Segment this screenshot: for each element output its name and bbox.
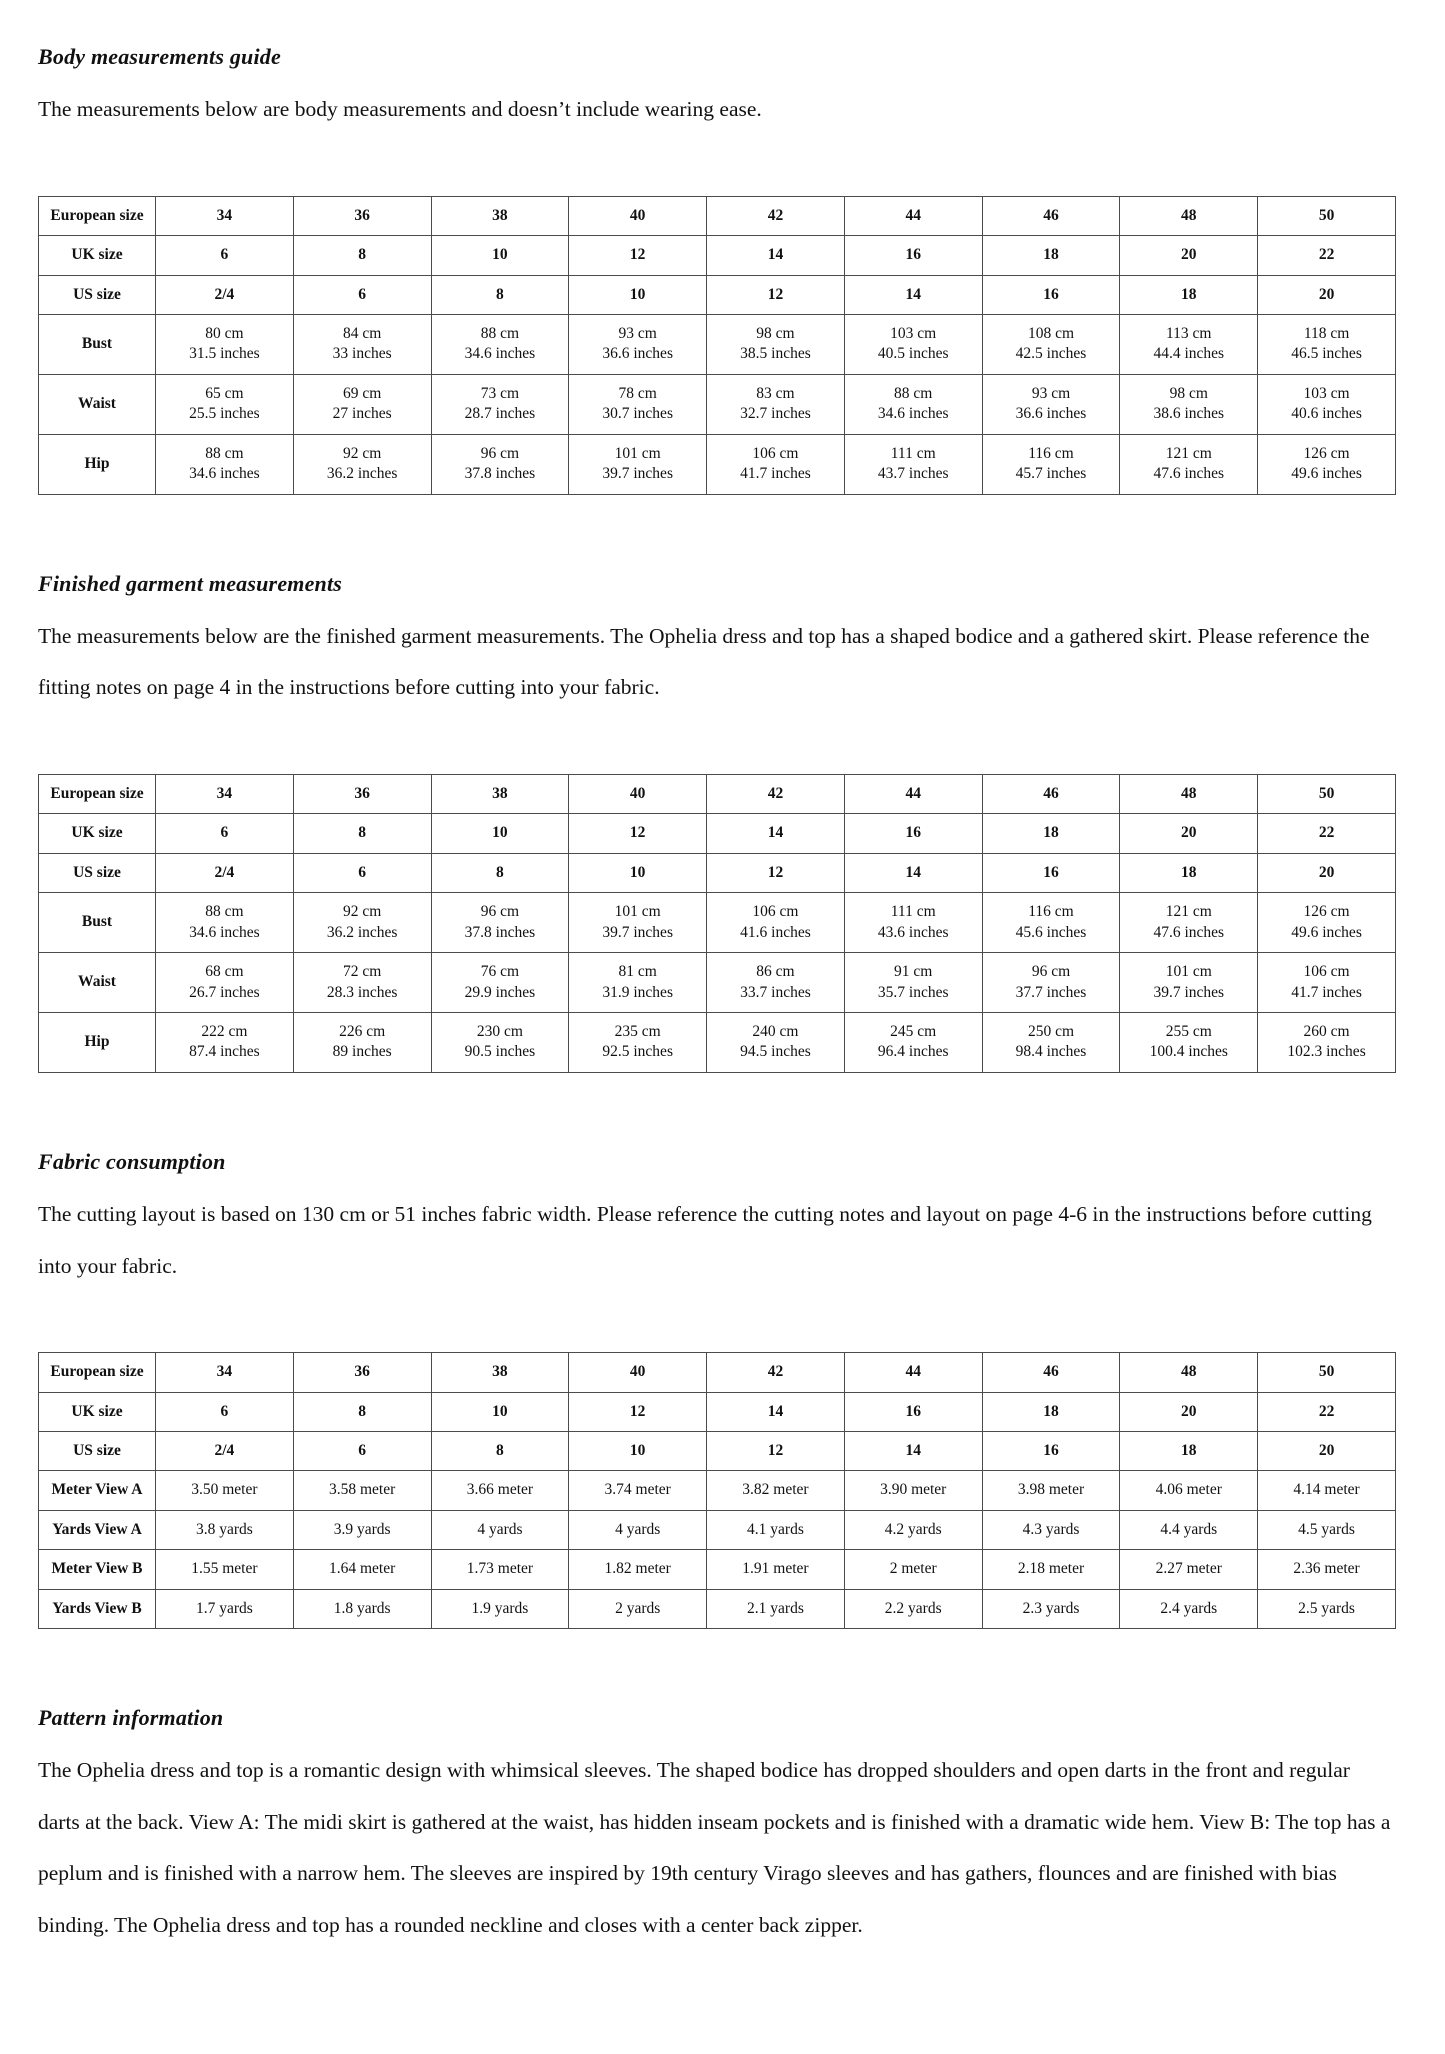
table-cell: 14: [844, 275, 982, 314]
table-cell: 250 cm 98.4 inches: [982, 1013, 1120, 1073]
table-row: [39, 196, 1396, 235]
table-cell: 44: [844, 196, 982, 235]
table-cell: 113 cm 44.4 inches: [1120, 314, 1258, 374]
table-row: [39, 314, 1396, 374]
table-cell: 106 cm 41.7 inches: [1258, 953, 1396, 1013]
table-cell: 88 cm 34.6 inches: [156, 893, 294, 953]
table-cell: 8: [431, 275, 569, 314]
table-cell: 230 cm 90.5 inches: [431, 1013, 569, 1073]
table-cell: 1.7 yards: [156, 1589, 294, 1628]
table-cell: 116 cm 45.7 inches: [982, 434, 1120, 494]
table-cell: 1.82 meter: [569, 1550, 707, 1589]
table-cell: 98 cm 38.6 inches: [1120, 374, 1258, 434]
table-cell: 4.5 yards: [1258, 1510, 1396, 1549]
table-cell: 14: [844, 1432, 982, 1471]
table-cell: 6: [293, 1432, 431, 1471]
table-cell: 12: [707, 275, 845, 314]
table-row: [39, 1432, 1396, 1471]
table-cell: 4.2 yards: [844, 1510, 982, 1549]
table-cell: 12: [569, 1392, 707, 1431]
finished-garment-paragraph: The measurements below are the finished garment measurements. The Ophelia dress and top has a shaped bodice and a gathered skirt. Please reference the fitting notes on page 4 in the instructions before cutting into your fabric.: [38, 623, 1370, 700]
table-cell: 3.50 meter: [156, 1471, 294, 1510]
row-label: Meter View B: [39, 1550, 156, 1589]
table-row: [39, 1589, 1396, 1628]
table-cell: 2 meter: [844, 1550, 982, 1589]
table-cell: 48: [1120, 196, 1258, 235]
table-cell: 4.14 meter: [1258, 1471, 1396, 1510]
table-cell: 111 cm 43.7 inches: [844, 434, 982, 494]
table-cell: 118 cm 46.5 inches: [1258, 314, 1396, 374]
row-label: US size: [39, 853, 156, 892]
table-cell: 16: [982, 1432, 1120, 1471]
pattern-information-title: Pattern information: [38, 1705, 224, 1731]
table-cell: 16: [844, 1392, 982, 1431]
table-cell: 2/4: [156, 853, 294, 892]
table-cell: 22: [1258, 236, 1396, 275]
table-cell: 8: [293, 814, 431, 853]
section-fabric-consumption: [38, 1149, 1395, 1629]
table-cell: 42: [707, 774, 845, 813]
table-cell: 73 cm 28.7 inches: [431, 374, 569, 434]
fabric-consumption-title: Fabric consumption: [38, 1148, 226, 1174]
table-cell: 1.55 meter: [156, 1550, 294, 1589]
table-cell: 1.9 yards: [431, 1589, 569, 1628]
table-cell: 36: [293, 1353, 431, 1392]
table-row: [39, 1550, 1396, 1589]
table-cell: 235 cm 92.5 inches: [569, 1013, 707, 1073]
table-cell: 101 cm 39.7 inches: [569, 893, 707, 953]
table-cell: 38: [431, 774, 569, 813]
table-cell: 18: [982, 1392, 1120, 1431]
table-row: [39, 1013, 1396, 1073]
table-cell: 38: [431, 1353, 569, 1392]
table-cell: 1.64 meter: [293, 1550, 431, 1589]
table-cell: 34: [156, 1353, 294, 1392]
row-label: UK size: [39, 1392, 156, 1431]
table-cell: 96 cm 37.8 inches: [431, 434, 569, 494]
table-cell: 18: [1120, 853, 1258, 892]
table-cell: 10: [569, 853, 707, 892]
table-cell: 50: [1258, 1353, 1396, 1392]
table-cell: 3.98 meter: [982, 1471, 1120, 1510]
table-cell: 2/4: [156, 1432, 294, 1471]
table-cell: 48: [1120, 1353, 1258, 1392]
table-cell: 4 yards: [569, 1510, 707, 1549]
table-cell: 3.58 meter: [293, 1471, 431, 1510]
table-row: [39, 1392, 1396, 1431]
table-cell: 245 cm 96.4 inches: [844, 1013, 982, 1073]
table-cell: 2.36 meter: [1258, 1550, 1396, 1589]
table-cell: 12: [569, 814, 707, 853]
table-cell: 3.82 meter: [707, 1471, 845, 1510]
table-cell: 2/4: [156, 275, 294, 314]
table-cell: 6: [156, 814, 294, 853]
table-row: [39, 1510, 1396, 1549]
table-cell: 83 cm 32.7 inches: [707, 374, 845, 434]
table-cell: 92 cm 36.2 inches: [293, 893, 431, 953]
table-cell: 240 cm 94.5 inches: [707, 1013, 845, 1073]
table-row: [39, 814, 1396, 853]
pattern-information-paragraph: The Ophelia dress and top is a romantic design with whimsical sleeves. The shaped bodice has dropped shoulders and open darts in the front and regular darts at the back. View A: The midi skirt is gathered at the waist, has hidden inseam pockets and is finished with a dramatic wide hem. View B: The top has a peplum and is finished with a narrow hem. The sleeves are inspired by 19th century Virago sleeves and has gathers, flounces and are finished with bias binding. The Ophelia dress and top has a rounded neckline and closes with a center back zipper.: [38, 1758, 1391, 1938]
table-cell: 14: [707, 814, 845, 853]
table-cell: 20: [1120, 814, 1258, 853]
table-cell: 226 cm 89 inches: [293, 1013, 431, 1073]
table-cell: 88 cm 34.6 inches: [431, 314, 569, 374]
table-cell: 3.90 meter: [844, 1471, 982, 1510]
table-cell: 1.8 yards: [293, 1589, 431, 1628]
table-cell: 92 cm 36.2 inches: [293, 434, 431, 494]
table-cell: 121 cm 47.6 inches: [1120, 893, 1258, 953]
table-cell: 8: [293, 1392, 431, 1431]
table-cell: 106 cm 41.6 inches: [707, 893, 845, 953]
table-cell: 18: [1120, 275, 1258, 314]
table-cell: 6: [293, 275, 431, 314]
table-cell: 34: [156, 774, 294, 813]
table-cell: 3.8 yards: [156, 1510, 294, 1549]
table-cell: 116 cm 45.6 inches: [982, 893, 1120, 953]
table-cell: 65 cm 25.5 inches: [156, 374, 294, 434]
table-cell: 111 cm 43.6 inches: [844, 893, 982, 953]
table-cell: 69 cm 27 inches: [293, 374, 431, 434]
table-cell: 44: [844, 774, 982, 813]
table-cell: 255 cm 100.4 inches: [1120, 1013, 1258, 1073]
table-cell: 42: [707, 196, 845, 235]
row-label: Yards View B: [39, 1589, 156, 1628]
table-cell: 3.74 meter: [569, 1471, 707, 1510]
table-cell: 260 cm 102.3 inches: [1258, 1013, 1396, 1073]
table-cell: 72 cm 28.3 inches: [293, 953, 431, 1013]
table-cell: 10: [431, 236, 569, 275]
table-cell: 20: [1258, 1432, 1396, 1471]
table-cell: 103 cm 40.6 inches: [1258, 374, 1396, 434]
table-cell: 18: [1120, 1432, 1258, 1471]
table-cell: 88 cm 34.6 inches: [156, 434, 294, 494]
table-cell: 44: [844, 1353, 982, 1392]
table-cell: 2 yards: [569, 1589, 707, 1628]
finished-garment-title: Finished garment measurements: [38, 570, 343, 596]
row-label: Waist: [39, 953, 156, 1013]
table-cell: 12: [569, 236, 707, 275]
table-cell: 12: [707, 1432, 845, 1471]
table-cell: 4.06 meter: [1120, 1471, 1258, 1510]
table-cell: 22: [1258, 814, 1396, 853]
table-cell: 93 cm 36.6 inches: [569, 314, 707, 374]
table-cell: 2.1 yards: [707, 1589, 845, 1628]
row-label: Bust: [39, 314, 156, 374]
body-measurements-title: Body measurements guide: [38, 44, 281, 69]
table-cell: 4.1 yards: [707, 1510, 845, 1549]
table-cell: 46: [982, 1353, 1120, 1392]
table-cell: 8: [431, 853, 569, 892]
table-cell: 101 cm 39.7 inches: [569, 434, 707, 494]
table-cell: 222 cm 87.4 inches: [156, 1013, 294, 1073]
table-cell: 18: [982, 814, 1120, 853]
table-cell: 16: [982, 275, 1120, 314]
table-cell: 2.3 yards: [982, 1589, 1120, 1628]
table-cell: 16: [844, 814, 982, 853]
section-body-measurements: [38, 44, 1395, 495]
table-cell: 3.9 yards: [293, 1510, 431, 1549]
row-label: Meter View A: [39, 1471, 156, 1510]
table-cell: 10: [431, 1392, 569, 1431]
table-cell: 96 cm 37.7 inches: [982, 953, 1120, 1013]
table-cell: 14: [707, 236, 845, 275]
table-cell: 86 cm 33.7 inches: [707, 953, 845, 1013]
table-cell: 46: [982, 774, 1120, 813]
table-cell: 4 yards: [431, 1510, 569, 1549]
table-cell: 108 cm 42.5 inches: [982, 314, 1120, 374]
table-cell: 126 cm 49.6 inches: [1258, 434, 1396, 494]
table-cell: 98 cm 38.5 inches: [707, 314, 845, 374]
table-cell: 20: [1120, 1392, 1258, 1431]
table-row: [39, 434, 1396, 494]
table-cell: 78 cm 30.7 inches: [569, 374, 707, 434]
table-cell: 91 cm 35.7 inches: [844, 953, 982, 1013]
row-label: Yards View A: [39, 1510, 156, 1549]
table-cell: 40: [569, 774, 707, 813]
row-label: European size: [39, 196, 156, 235]
table-row: [39, 774, 1396, 813]
table-cell: 2.5 yards: [1258, 1589, 1396, 1628]
table-row: [39, 1353, 1396, 1392]
row-label: US size: [39, 275, 156, 314]
table-cell: 18: [982, 236, 1120, 275]
table-cell: 20: [1258, 275, 1396, 314]
table-cell: 81 cm 31.9 inches: [569, 953, 707, 1013]
table-cell: 14: [707, 1392, 845, 1431]
table-cell: 20: [1120, 236, 1258, 275]
table-cell: 8: [431, 1432, 569, 1471]
row-label: European size: [39, 774, 156, 813]
table-cell: 36: [293, 196, 431, 235]
table-cell: 76 cm 29.9 inches: [431, 953, 569, 1013]
table-cell: 1.91 meter: [707, 1550, 845, 1589]
table-cell: 10: [431, 814, 569, 853]
table-row: [39, 275, 1396, 314]
finished-garment-table: [38, 774, 1396, 1073]
row-label: UK size: [39, 814, 156, 853]
table-cell: 48: [1120, 774, 1258, 813]
table-cell: 40: [569, 1353, 707, 1392]
body-measurements-paragraph: The measurements below are body measurements and doesn’t include wearing ease.: [38, 97, 762, 121]
table-cell: 42: [707, 1353, 845, 1392]
section-pattern-information: [38, 1705, 1395, 1951]
table-cell: 2.18 meter: [982, 1550, 1120, 1589]
table-cell: 106 cm 41.7 inches: [707, 434, 845, 494]
table-cell: 88 cm 34.6 inches: [844, 374, 982, 434]
table-cell: 96 cm 37.8 inches: [431, 893, 569, 953]
table-cell: 6: [293, 853, 431, 892]
table-cell: 46: [982, 196, 1120, 235]
row-label: Hip: [39, 1013, 156, 1073]
table-cell: 36: [293, 774, 431, 813]
table-row: [39, 893, 1396, 953]
table-row: [39, 953, 1396, 1013]
table-cell: 3.66 meter: [431, 1471, 569, 1510]
table-cell: 101 cm 39.7 inches: [1120, 953, 1258, 1013]
table-cell: 84 cm 33 inches: [293, 314, 431, 374]
row-label: Waist: [39, 374, 156, 434]
table-cell: 126 cm 49.6 inches: [1258, 893, 1396, 953]
row-label: Bust: [39, 893, 156, 953]
row-label: US size: [39, 1432, 156, 1471]
table-row: [39, 374, 1396, 434]
table-cell: 2.4 yards: [1120, 1589, 1258, 1628]
table-cell: 2.2 yards: [844, 1589, 982, 1628]
table-cell: 10: [569, 1432, 707, 1471]
table-cell: 50: [1258, 774, 1396, 813]
section-finished-garment: [38, 571, 1395, 1073]
table-cell: 40: [569, 196, 707, 235]
body-measurements-table: [38, 196, 1396, 495]
row-label: UK size: [39, 236, 156, 275]
table-cell: 10: [569, 275, 707, 314]
table-cell: 4.3 yards: [982, 1510, 1120, 1549]
table-cell: 8: [293, 236, 431, 275]
table-cell: 2.27 meter: [1120, 1550, 1258, 1589]
table-cell: 20: [1258, 853, 1396, 892]
table-cell: 12: [707, 853, 845, 892]
table-cell: 50: [1258, 196, 1396, 235]
fabric-consumption-table: [38, 1352, 1396, 1629]
table-cell: 34: [156, 196, 294, 235]
table-row: [39, 236, 1396, 275]
table-cell: 6: [156, 1392, 294, 1431]
table-cell: 6: [156, 236, 294, 275]
table-cell: 22: [1258, 1392, 1396, 1431]
table-cell: 93 cm 36.6 inches: [982, 374, 1120, 434]
table-row: [39, 853, 1396, 892]
row-label: Hip: [39, 434, 156, 494]
table-cell: 68 cm 26.7 inches: [156, 953, 294, 1013]
table-cell: 103 cm 40.5 inches: [844, 314, 982, 374]
table-row: [39, 1471, 1396, 1510]
fabric-consumption-paragraph: The cutting layout is based on 130 cm or 51 inches fabric width. Please reference the cutting notes and layout on page 4-6 in the instructions before cutting into your fabric.: [38, 1201, 1372, 1278]
table-cell: 16: [844, 236, 982, 275]
table-cell: 80 cm 31.5 inches: [156, 314, 294, 374]
row-label: European size: [39, 1353, 156, 1392]
table-cell: 1.73 meter: [431, 1550, 569, 1589]
table-cell: 4.4 yards: [1120, 1510, 1258, 1549]
table-cell: 16: [982, 853, 1120, 892]
table-cell: 14: [844, 853, 982, 892]
table-cell: 121 cm 47.6 inches: [1120, 434, 1258, 494]
table-cell: 38: [431, 196, 569, 235]
